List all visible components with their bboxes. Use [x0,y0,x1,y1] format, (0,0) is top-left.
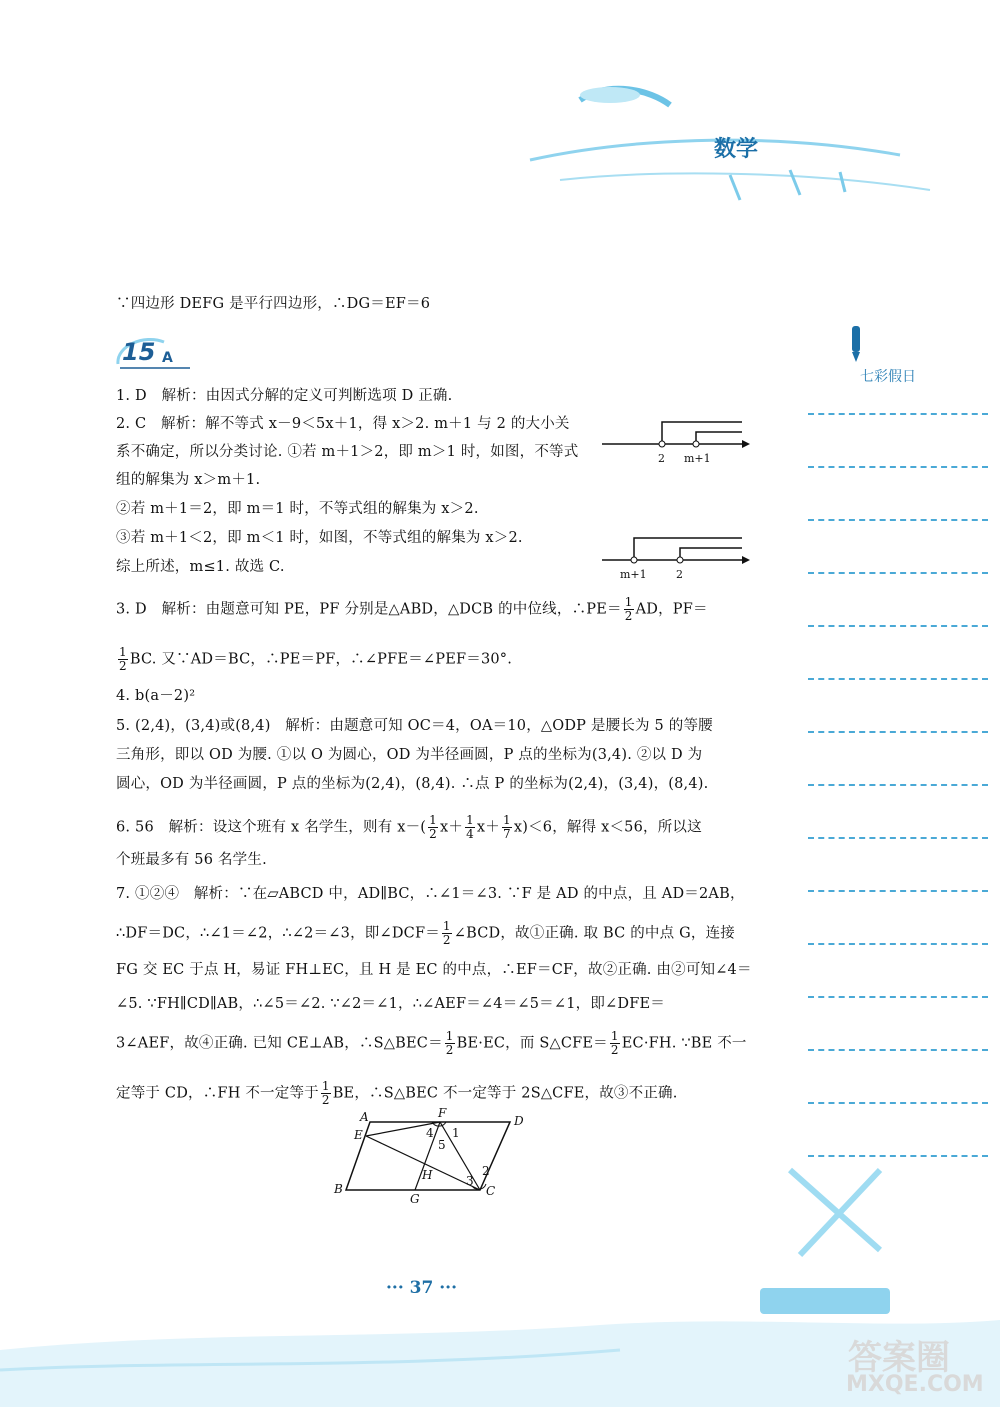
note-line [808,1102,988,1104]
figure-point-label: H [422,1168,433,1182]
number-line-2-graphic [602,530,752,570]
answer-7-line: FG 交 EC 于点 H，易证 FH⊥EC，且 H 是 EC 的中点，∴EF＝CF，故②正确. 由②可知∠4＝ [116,962,752,978]
lesson-number: 15 [122,338,156,366]
flower-decoration [780,1160,900,1270]
number-line-1-graphic [602,414,752,454]
figure-point-label: E [354,1128,363,1142]
figure-angle-label: 4 [426,1126,434,1140]
parallelogram-graphic [330,1110,530,1210]
note-line [808,625,988,627]
figure-point-label: G [410,1192,420,1206]
figure-angle-label: 1 [452,1126,460,1140]
lesson-part: A [162,350,173,366]
number-line-2 [602,530,752,586]
note-line [808,943,988,945]
note-line [808,519,988,521]
answer-2-line: 2. C 解析：解不等式 x－9＜5x＋1，得 x＞2. m＋1 与 2 的大小关 [116,416,570,432]
number-line-1 [602,414,752,470]
note-line [808,1155,988,1157]
figure-point-label: B [334,1182,343,1196]
answer-3-line [116,646,512,673]
fraction-half: $\frac{1}{2}$ [624,595,633,623]
fraction-half: $\frac{1}{2}$ [119,645,127,673]
answer-2-line: ③若 m＋1＜2，即 m＜1 时，如图，不等式组的解集为 x＞2. [116,530,523,546]
fraction-half: $\frac{1}{2}$ [429,813,437,841]
figure-point-label: A [360,1110,369,1124]
answer-7-line: 定等于 CD，∴FH 不一定等于 $\frac{1}{2}$ BE，∴S△BEC 不一定等于 2S△CFE，故③不正确. [116,1079,678,1107]
answer-2-line: 组的解集为 x＞m＋1. [116,472,261,488]
number-line-2-label: m+1 [620,568,647,581]
figure-point-label: F [438,1106,447,1120]
answer-6-line: 6. 56 解析：设这个班有 x 名学生，则有 x－( $\frac{1}{2}$ x＋ $\frac{1}{4}$ x＋ $\frac{1}{7}$ x)＜6，解得 x＜56，所以这 [116,813,702,841]
figure-point-label: D [514,1114,524,1128]
answer-1: 1. D 解析：由因式分解的定义可判断选项 D 正确. [116,388,453,404]
answer-3-text: 3. D 解析：由题意可知 PE，PF 分别是△ABD，△DCB 的中位线，∴PE＝ [116,601,622,618]
answer-5-line: 5. (2,4)，(3,4)或(8,4) 解析：由题意可知 OC＝4，OA＝10，△ODP 是腰长为 5 的等腰 [116,718,713,734]
answer-7-line: 3∠AEF，故④正确. 已知 CE⊥AB，∴S△BEC＝ $\frac{1}{2}$ BE·EC，而 S△CFE＝ $\frac{1}{2}$ EC·FH. ∵BE 不一 [116,1029,747,1057]
answer-7-line: ∠5. ∵FH∥CD∥AB，∴∠5＝∠2. ∵∠2＝∠1，∴∠AEF＝∠4＝∠5＝∠1，即∠DFE＝ [116,996,665,1012]
sidebar-label: 七彩假日 [860,369,916,385]
answer-7-line: 7. ①②④ 解析：∵在▱ABCD 中，AD∥BC，∴∠1＝∠3. ∵F 是 AD 的中点，且 AD＝2AB， [116,886,745,902]
note-line [808,996,988,998]
note-line [808,890,988,892]
answer-3-line [116,596,708,623]
answer-6-line: 个班最多有 56 名学生. [116,852,267,868]
answer-7-line: ∴DF＝DC，∴∠1＝∠2，∴∠2＝∠3，即∠DCF＝ $\frac{1}{2}$ ∠BCD，故①正确. 取 BC 的中点 G，连接 [116,919,736,947]
parallelogram-figure [330,1106,530,1210]
note-line [808,678,988,680]
answer-5-line: 三角形，即以 OD 为腰. ①以 O 为圆心，OD 为半径画圆，P 点的坐标为(3,4). ②以 D 为 [116,747,703,763]
figure-angle-label: 2 [482,1164,490,1178]
intro-line: ∵四边形 DEFG 是平行四边形，∴DG＝EF＝6 [116,296,431,312]
number-line-1-label: 2 [658,452,665,465]
answer-2-line: 综上所述，m≤1. 故选 C. [116,559,285,575]
watermark-site: MXQE.COM [846,1372,984,1397]
note-line [808,413,988,415]
figure-angle-label: 5 [438,1138,446,1152]
fraction-half: $\frac{1}{2}$ [442,919,451,947]
fraction-half: $\frac{1}{2}$ [445,1029,454,1057]
answer-3-text: BC. 又∵AD＝BC，∴PE＝PF，∴∠PFE＝∠PEF＝30°. [129,651,513,668]
figure-angle-label: 3 [466,1174,474,1188]
note-line [808,466,988,468]
answer-4: 4. b(a－2)² [116,688,196,704]
watermark-logo: 答案圈 [848,1338,950,1378]
note-line [808,837,988,839]
fraction-half: $\frac{1}{2}$ [610,1029,619,1057]
number-line-1-label: m+1 [684,452,711,465]
answer-5-line: 圆心，OD 为半径画圆，P 点的坐标为(2,4)，(8,4). ∴点 P 的坐标为(2,4)，(3,4)，(8,4). [116,776,709,792]
fraction-quarter: $\frac{1}{4}$ [466,813,474,841]
figure-point-label: C [486,1184,496,1198]
header-title: 数学 [714,137,759,162]
pen-icon [846,324,866,364]
answer-3-text: AD，PF＝ [635,601,708,618]
number-line-2-label: 2 [676,568,683,581]
note-line [808,572,988,574]
lesson-badge [114,334,194,370]
answer-2-line: 系不确定，所以分类讨论. ①若 m＋1＞2，即 m＞1 时，如图，不等式 [116,444,579,460]
fraction-half: $\frac{1}{2}$ [321,1079,330,1107]
note-line [808,784,988,786]
fraction-seventh: $\frac{1}{7}$ [502,813,511,841]
answer-2-line: ②若 m＋1＝2，即 m＝1 时，不等式组的解集为 x＞2. [116,501,479,517]
footer-banner [760,1288,890,1314]
note-line [808,731,988,733]
page-number: ··· 37 ··· [386,1278,458,1298]
note-line [808,1049,988,1051]
